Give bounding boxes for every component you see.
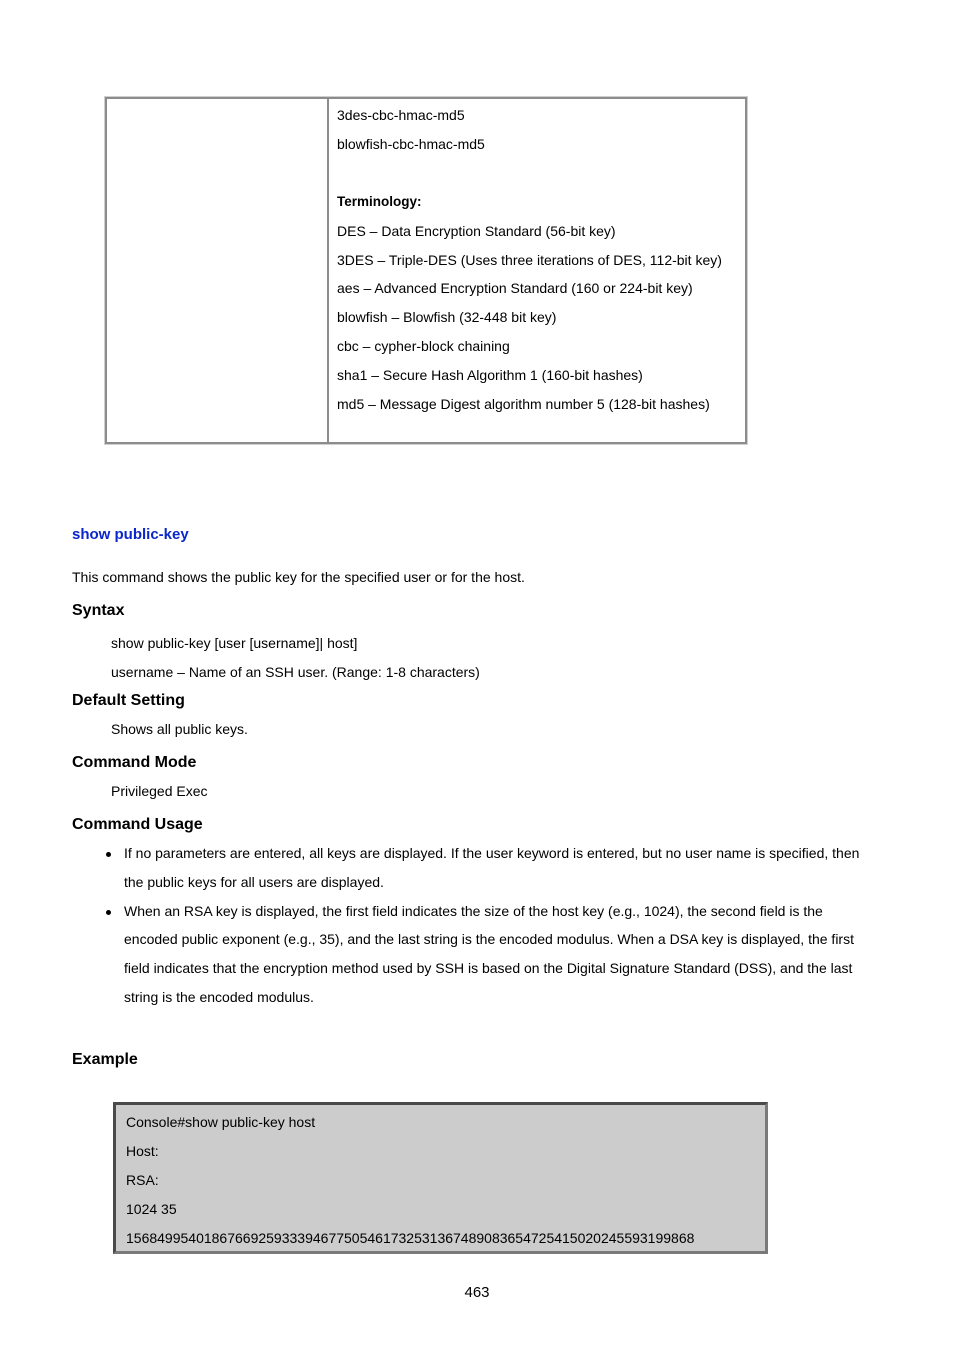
table-column-divider	[327, 99, 329, 442]
terminology-line: cbc – cypher-block chaining	[337, 338, 510, 354]
console-line: Console#show public-key host	[126, 1114, 316, 1130]
command-description: This command shows the public key for the specified user or for the host.	[72, 569, 525, 585]
cipher-table	[105, 97, 747, 444]
command-mode-text: Privileged Exec	[111, 783, 208, 799]
terminology-line: blowfish – Blowfish (32-448 bit key)	[337, 309, 557, 325]
command-mode-heading: Command Mode	[72, 754, 197, 771]
terminology-heading: Terminology:	[337, 194, 422, 209]
cipher-line: blowfish-cbc-hmac-md5	[337, 136, 485, 152]
terminology-line: 3DES – Triple-DES (Uses three iterations of DES, 112-bit key)	[337, 252, 722, 268]
bullet-icon	[106, 910, 111, 915]
console-line: RSA:	[126, 1172, 159, 1188]
default-setting-text: Shows all public keys.	[111, 721, 248, 737]
terminology-line: aes – Advanced Encryption Standard (160 or 224-bit key)	[337, 280, 693, 296]
terminology-line: DES – Data Encryption Standard (56-bit key)	[337, 223, 616, 239]
console-line: Host:	[126, 1143, 159, 1159]
command-usage-heading: Command Usage	[72, 816, 203, 833]
default-setting-heading: Default Setting	[72, 692, 185, 709]
usage-bullet-line: When an RSA key is displayed, the first field indicates the size of the host key (e.g., 1024), the second field is the	[124, 903, 823, 919]
usage-bullet-line: the public keys for all users are displayed.	[124, 874, 384, 890]
usage-bullet-line: If no parameters are entered, all keys are displayed. If the user keyword is entered, but no user name is specified, then	[124, 845, 860, 861]
command-title: show public-key	[72, 526, 189, 543]
cipher-line: 3des-cbc-hmac-md5	[337, 107, 465, 123]
console-line: 156849954018676692593339467750546173253136748908365472541502024559319986​8	[126, 1230, 695, 1246]
bullet-icon	[106, 852, 111, 857]
console-example	[113, 1102, 768, 1254]
console-line: 1024 35	[126, 1201, 177, 1217]
usage-bullet-line: encoded public exponent (e.g., 35), and the last string is the encoded modulus. When a DSA key is displayed, the first	[124, 931, 854, 947]
example-heading: Example	[72, 1051, 138, 1068]
page-number: 463	[464, 1284, 490, 1301]
usage-bullet-line: field indicates that the encryption method used by SSH is based on the Digital Signature Standard (DSS), and the last	[124, 960, 853, 976]
syntax-heading: Syntax	[72, 602, 125, 619]
terminology-line: md5 – Message Digest algorithm number 5 (128-bit hashes)	[337, 396, 710, 412]
terminology-line: sha1 – Secure Hash Algorithm 1 (160-bit hashes)	[337, 367, 643, 383]
usage-bullet-line: string is the encoded modulus.	[124, 989, 314, 1005]
syntax-line: username – Name of an SSH user. (Range: 1-8 characters)	[111, 664, 480, 680]
syntax-line: show public-key [user [username]| host]	[111, 635, 358, 651]
